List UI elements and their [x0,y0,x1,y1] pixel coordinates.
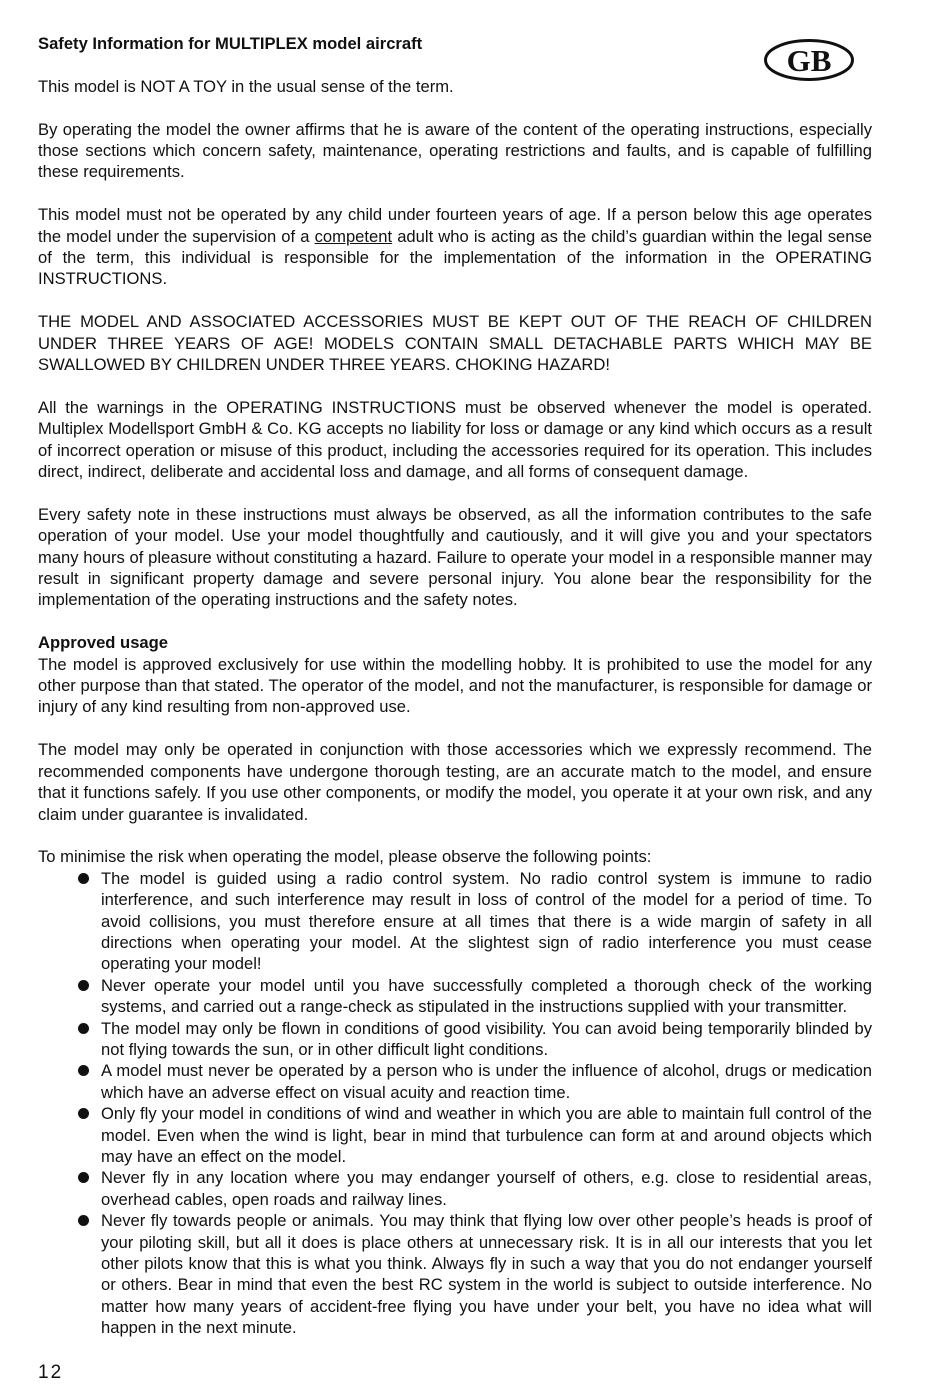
page-number: 12 [38,1362,64,1383]
safety-notes-paragraph: Every safety note in these instructions must always be observed, as all the information contributes to the safe operation of your model. Use your model thoughtfully and cautiously, and it will give you and your spectators many hours of pleasure without constituting a hazard. Failure to operate your model in a responsible manner may result in significant property damage and severe personal injury. You alone bear the responsibility for the implementation of the operating instructions and the safety notes. [38,504,872,610]
bullet-icon [78,1065,89,1076]
list-item-text: The model is guided using a radio control system. No radio control system is immune to radio interference, and such interference may result in loss of control of the model for a period of time. To avoid collisions, you must therefore ensure at all times that there is a wide margin of safety in all directions when operating your model. At the slightest sign of radio interference you must cease operating your model! [101,868,872,974]
age-text-end: adult who is acting as the child’s guardian within the legal sense of the term, this individual is responsible for the implementation of the information in the OPERATING INSTRUCTIONS. [38,226,872,289]
list-item [38,868,872,975]
bullet-icon [78,873,89,884]
list-item [38,1210,872,1338]
list-item [38,1018,872,1061]
gb-badge-text: GB [786,43,832,78]
approved-usage-heading: Approved usage [38,633,169,653]
safety-points-list [38,868,872,1339]
list-item-text: Never operate your model until you have successfully completed a thorough check of the working systems, and carried out a range-check as stipulated in the instructions supplied with your transmitter. [101,975,872,1017]
age-text-start: This model must not be operated by any child under fourteen years of age. If a person below this age operates the model under the supervision of a [38,205,872,246]
list-item-text: Never fly towards people or animals. You may think that flying low over other people’s heads is proof of your piloting skill, but all it does is place others at unnecessary risk. It is in all our interests that you let other pilots know that this is what you think. Always fly in such a way that you do not endanger yourself or others. Bear in mind that even the best RC system in the world is subject to outside interference. No matter how many years of accident-free flying you have under your belt, you have no idea what will happen in the next minute. [101,1211,872,1338]
document-page [38,33,872,1339]
bullet-icon [78,1023,89,1034]
choking-hazard-paragraph: THE MODEL AND ASSOCIATED ACCESSORIES MUST BE KEPT OUT OF THE REACH OF CHILDREN UNDER THREE YEARS OF AGE! MODELS CONTAIN SMALL DETACHABLE PARTS WHICH MAY BE SWALLOWED BY CHILDREN UNDER THREE YEARS. CHOKING HAZARD! [38,312,872,375]
bullet-icon [78,1172,89,1183]
list-item [38,975,872,1018]
age-restriction-paragraph [38,204,872,290]
list-item-text: Only fly your model in conditions of wind and weather in which you are able to maintain full control of the model. Even when the wind is light, bear in mind that turbulence can form at and around objects which may have an effect on the model. [101,1104,872,1166]
approved-usage-paragraph: The model is approved exclusively for use within the modelling hobby. It is prohibited to use the model for any other purpose than that stated. The operator of the model, and not the manufacturer, is responsible for damage or injury of any kind resulting from non-approved use. [38,654,872,717]
page-title: Safety Information for MULTIPLEX model aircraft [38,34,423,53]
bullet-icon [78,1108,89,1119]
bullet-icon [78,980,89,991]
competent-underlined-word: competent [314,226,393,246]
list-item [38,1167,872,1210]
list-item [38,1103,872,1167]
liability-paragraph: All the warnings in the OPERATING INSTRUCTIONS must be observed whenever the model is operated. Multiplex Modellsport GmbH & Co. KG accepts no liability for loss or damage or any kind which occurs as a result of incorrect operation or misuse of this product, including the accessories required for its operation. This includes direct, indirect, deliberate and accidental loss and damage, and all forms of consequent damage. [38,397,872,482]
bullet-icon [78,1215,89,1226]
list-item-text: Never fly in any location where you may endanger yourself of others, e.g. close to residential areas, overhead cables, open roads and railway lines. [101,1168,872,1209]
owner-affirmation-paragraph: By operating the model the owner affirms that he is aware of the content of the operating instructions, especially those sections which concern safety, maintenance, operating restrictions and faults, and is capable of fulfilling these requirements. [38,119,872,182]
list-item [38,1060,872,1103]
list-item-text: A model must never be operated by a person who is under the influence of alcohol, drugs or medication which have an adverse effect on visual acuity and reaction time. [101,1061,872,1102]
list-item-text: The model may only be flown in conditions of good visibility. You can avoid being temporarily blinded by not flying towards the sun, or in other difficult light conditions. [101,1018,872,1059]
accessories-paragraph: The model may only be operated in conjunction with those accessories which we expressly recommend. The recommended components have undergone thorough testing, are an accurate match to the model, and ensure that it functions safely. If you use other components, or modify the model, you operate it at your own risk, and any claim under guarantee is invalidated. [38,740,872,824]
risk-intro-paragraph: To minimise the risk when operating the model, please observe the following points: [38,847,652,867]
not-a-toy-paragraph: This model is NOT A TOY in the usual sense of the term. [38,76,454,96]
